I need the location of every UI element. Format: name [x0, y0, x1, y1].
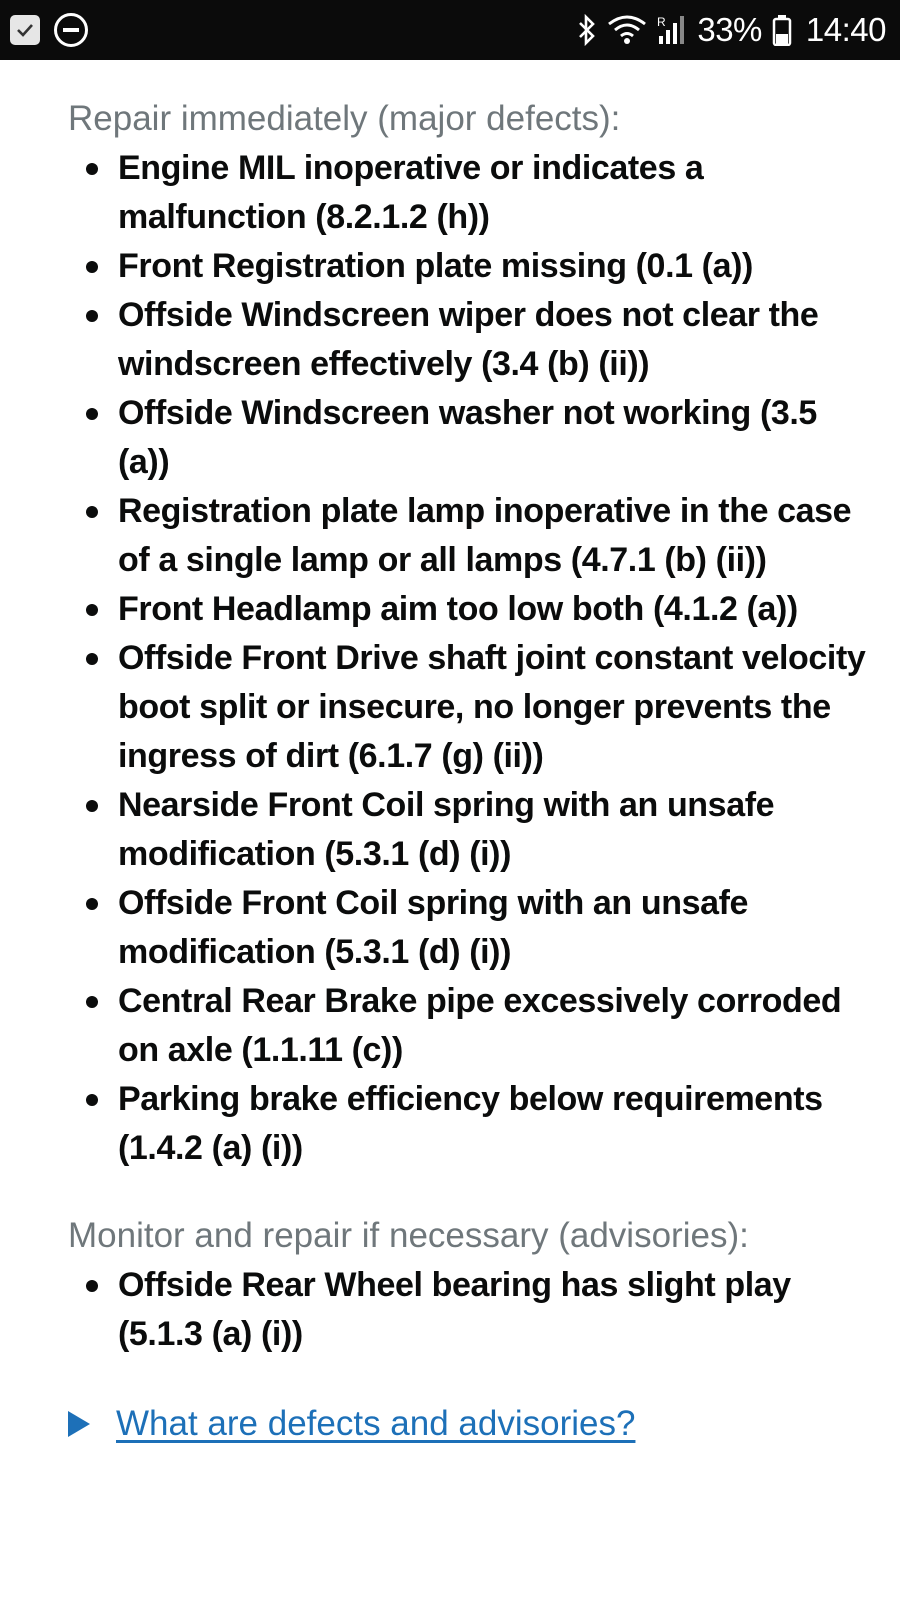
advisory-item: [68, 1261, 868, 1359]
battery-icon: [772, 14, 792, 46]
bluetooth-icon: [577, 14, 597, 46]
defects-advisories-help-link[interactable]: What are defects and advisories?: [116, 1404, 636, 1443]
major-defects-list: [68, 144, 868, 1173]
bullet-icon: [86, 1280, 98, 1292]
bullet-icon: [86, 1094, 98, 1106]
advisories-heading: Monitor and repair if necessary (advisories):: [68, 1216, 749, 1255]
defect-item: [68, 781, 868, 879]
defect-text: Front Headlamp aim too low both (4.1.2 (a)): [118, 590, 798, 628]
battery-percent: 33%: [697, 11, 762, 48]
defect-item: [68, 291, 868, 389]
status-bar: [0, 0, 900, 60]
advisory-text: Offside Rear Wheel bearing has slight play (5.1.3 (a) (i)): [118, 1266, 791, 1353]
clock: 14:40: [805, 11, 886, 48]
defect-item: [68, 634, 868, 781]
defect-text: Offside Windscreen wiper does not clear the windscreen effectively (3.4 (b) (ii)): [118, 296, 819, 383]
defect-item: [68, 242, 868, 291]
major-defects-heading: Repair immediately (major defects):: [68, 99, 621, 138]
advisories-list: [68, 1261, 868, 1359]
defect-item: [68, 879, 868, 977]
bullet-icon: [86, 996, 98, 1008]
bullet-icon: [86, 506, 98, 518]
wifi-icon: [607, 14, 647, 46]
do-not-disturb-icon: [54, 13, 88, 47]
signal-icon: [657, 14, 687, 46]
status-right: [577, 11, 886, 49]
defect-item: [68, 585, 868, 634]
bullet-icon: [86, 653, 98, 665]
defect-text: Offside Front Drive shaft joint constant velocity boot split or insecure, no longer prevents the ingress of dirt (6.1.7 (g) (ii)): [118, 639, 866, 775]
bullet-icon: [86, 261, 98, 273]
notification-check-icon[interactable]: [10, 15, 40, 45]
defect-text: Front Registration plate missing (0.1 (a)): [118, 247, 753, 285]
bullet-icon: [86, 800, 98, 812]
defect-text: Central Rear Brake pipe excessively corroded on axle (1.1.11 (c)): [118, 982, 842, 1069]
mot-results-content: [68, 94, 868, 1449]
bullet-icon: [86, 898, 98, 910]
bullet-icon: [86, 408, 98, 420]
defect-item: [68, 389, 868, 487]
bullet-icon: [86, 163, 98, 175]
disclosure-triangle-icon[interactable]: [68, 1411, 90, 1437]
defect-text: Parking brake efficiency below requirements (1.4.2 (a) (i)): [118, 1080, 823, 1167]
svg-text:R: R: [657, 15, 667, 29]
bullet-icon: [86, 604, 98, 616]
defect-text: Nearside Front Coil spring with an unsafe modification (5.3.1 (d) (i)): [118, 786, 775, 873]
defect-text: Engine MIL inoperative or indicates a malfunction (8.2.1.2 (h)): [118, 149, 704, 236]
defect-item: [68, 144, 868, 242]
defect-text: Offside Windscreen washer not working (3.5 (a)): [118, 394, 817, 481]
defects-help-disclosure[interactable]: [68, 1399, 868, 1449]
defect-text: Offside Front Coil spring with an unsafe modification (5.3.1 (d) (i)): [118, 884, 749, 971]
status-left: [10, 13, 88, 47]
defect-item: [68, 977, 868, 1075]
defect-item: [68, 1075, 868, 1173]
defect-item: [68, 487, 868, 585]
bullet-icon: [86, 310, 98, 322]
defect-text: Registration plate lamp inoperative in the case of a single lamp or all lamps (4.7.1 (b) (ii)): [118, 492, 852, 579]
